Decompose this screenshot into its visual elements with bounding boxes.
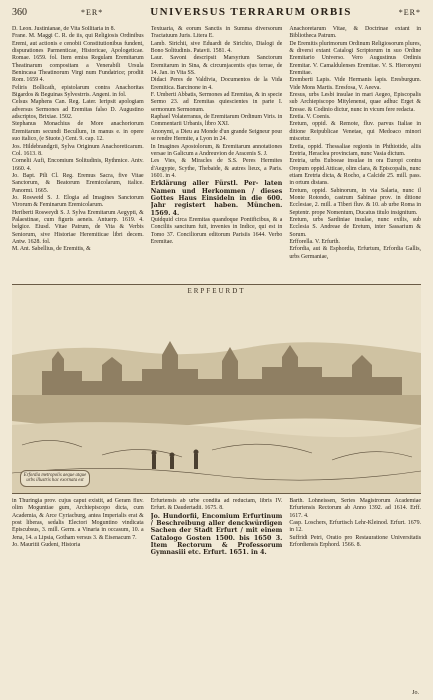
engraving-title: ERPFEURDT [187,287,246,295]
entry: Eretia. V. Coenis. [289,114,331,121]
column-1 [12,498,144,668]
entry: Raphael Volaterranus, de Eremitarum Ordinum Viris. in Commentarii Urbanis, libro XXI. [150,114,283,128]
header-er-left: *ER* [81,8,104,17]
column-3 [289,498,421,668]
engraving-cartouche: Erfordia metropolis aeque atque urbs illustris hac exornata est [20,470,90,487]
entry: Eretria, urbs Euboeae insulae in ora Europi contra Oropum oppid.Atticae, olim clara, & Episcopalis, nunc etiam Eretria dicta, & Rocho, a Calcide 25. mill. pass. in ortum distans. [289,158,422,187]
entry: Eretum, oppid. Sabinorum, in via Salaria, nunc il Monte Rotondo, castrum Sabinae prov. in ditione Ecclesiae, 2. mill. a Tiberi fluv. & 10. ab urbe Roma in Septentr. prope Nomentum, Ducatus titulo insignitum. [289,187,422,216]
entry: Jo. Mauritii Gudeni, Historia [12,542,81,549]
entry: Eresus, urbs Lesbi insulae in mari Aegeo, Episcopalis sub Archiepiscopo Mitylenensi, quae adhuc Erget & Eresse. & Codinio dictur, nunc in vicum fere redacta. [289,92,422,113]
upper-text-columns [12,26,421,280]
entry: Feliris Bollicath, epistolarum contra Anachoritas Bigardos & Beguinas Sylvestrris. Angeni. in fol. [12,84,144,99]
header-er-right: *ER* [398,8,421,17]
entry: D. Leon. Justinianae, de Vita Sollitaria in 8. [12,26,116,32]
entry: Eretia, oppid. Thessaliae regionis in Phthiotide, aliis Eretria, Heraclea provinciam, nunc Vasia dictum. [289,143,422,157]
entry: Suffridi Petri, Oratio pro Restauratione Universitatis Erfordiensis Erphord. 1566. 8. [289,534,422,549]
entry: De Eremitis plurimorum Ordinum Religiosorum plures, & diversi extant Catalogi Scriptorum in suo Ordine Eremitario Universo. Vero Augustinus Ordinis Eremitar. V. Camaldulenses Eremitae. V. S. Hieronymi Eremitae. [289,40,422,77]
entry: Heriberti Rosweydi S. J. Sylva Eremitarum Aegypti, & Palaestinae, cum figuris aeneis. Antuerp. 1619. 4. belgice. Eiusd. Vitae Patrum, de Vita & Verbis Seniorum, sive Historiae Heremiticae libri decem. Antw. 1628. fol. [12,209,144,245]
entry: Eremberti Lapis. Vide Hermanis lapis. Eresburgum. Vide Mons Martis. Eresfosa, V. Aeeva. [289,77,422,91]
entry: Erfordia, aut & Esphordia, Erfurtum, Erfordia Gallis, urbs Germaniae, [289,246,422,260]
german-blackletter-entry: Erklärung aller Fürstl. Per- laten Namen und Herkommen / dieses Gottes Haus Einsideln in die 600. Jahr registert haben. München. 1569. 4. [150,180,283,217]
entry: M. Ant. Sabellius, de Eremitis, & [12,246,91,253]
entry: Frane. M. Maggi C. R. de iis, qui Religiosis Ordinibus Eremi, aut actionis e cenobii Constitutionibus fundent, dispurationes Parmenticae, Historicae, Apologeticae. Romae. 1659. fol. Item emiss Regulam Eremitarum Theatinarum compositam a Venerabili Ursula Benincasa Theatinorum Virgi num Fundatrice; prodiit Rom. 1659 4. [12,33,144,84]
german-blackletter-entry: Jo. Hundorfii, Encomium Erfurtinum / Beschreibung aller denckwürdigen Sachen der Stadt Erfurt / mit einem Catalogo Gosten 1500. bis 1650 3. Item Rectorum & Professorum Gymnasiii etc. Erfurt. 1651. in 4. [150,512,283,557]
entry: Textuaria, & eorum Sanctis in Summa diversorum Tractatuum Juris. Litera E. [150,26,283,40]
entry: Didaci Peres de Valdivia, Documentos de la Vida Eremitica. Barcinone in 4. [150,77,283,91]
entry: Stephanus Monachius de More anachoriorum Eremitarum secundi Becullum, in manus e. in opere suo italico, (e Stuote.) Cent. 9. cap. 12. [12,121,144,143]
column-1 [12,26,144,280]
city-view-engraving [12,284,421,494]
entry: Erfforella. V. Erfurth. [289,238,340,245]
column-3 [289,26,421,280]
entry: In Imagines Apostolorum, & Eremitarum annotationes versae in Galicum a Andreuvion de Aracenis S. J. [150,143,283,157]
entry: Les Vies, & Miracles de S.S. Peres Hermites d'Aegypte, Scythe, Thebaide, & autres lieux, a Paris. 1601. in 4. [150,158,283,179]
entry: Casp. Loschers, Erfurtisch Lehr-Kleinod. Erfurt. 1679. in 12. [289,520,422,534]
entry: Erfurtensis ab urbe condita ad reductam, libris IV. Erfurt. & Daudertadii. 1675. 8. [150,498,283,512]
entry: Jos. Hildebrandgrii, Sylva Originum Anachoreticarum. Col. 1613. 8. [12,143,144,157]
page-header [12,6,421,24]
entry: Cornelii Aufi, Encomium Solitudinis, Rythmice. Antv. 1660. 4. [12,158,144,172]
page-number: 360 [12,7,27,18]
entry: Jo. Rosweid S. J. Elogia ad Imagines Sanctorum Virorum & Feminarum Eremicolarum. [12,194,144,209]
entry: Anachoretarum Vitae, & Doctrinae extant in Bibliotheca Patrum. [289,26,422,40]
entry: Quidquid circa Eremitas quandoque Pontificibus, & a Conciliis sancitum fuit, invenies in Indice, qui est in Tomo 37. Conciliorum editorum Parisiis 1644. Verbo Eremitae. [150,216,283,245]
entry: Laur. Savoni descripsit Marsyrium Sanctorum Eremitarum in Sina, & circumjacentis ejus terrae, de 14. Jan. in Vita SS. [150,55,283,77]
lower-text-columns [12,498,421,668]
entry: in Thuringia prov. cujus caput existit, ad Geram fluv. olim Moguntiae gum, Archiepiscopo dicta, cum Academia, & Arce Cyriacburg, antea Imperialis erat & post liberas, sedalis Electori Moguntino vindicata Episcubsus, 3. mill. Germ. a Vinaria in occasum, 10. a Jena, 14. a Lipsia, Gotham versus 3. & Eisenacum 7. [12,498,144,541]
column-2 [151,26,283,280]
entry: Barth. Lohneissen, Series Magistrorum Academiae Erfurtensis Rectorum ab Anno 1392. ad 1614. Erff. 1617. 4. [289,498,422,519]
entry: F. Umberti Abbatis, Sermones ad Eremitas, & in specie Sermo 23. ad Eremitas quiescientes in parte I. sermonum Sermonum. [150,92,283,113]
running-title: UNIVERSUS TERRARUM ORBIS [150,6,352,18]
engraving-illustration [12,285,421,493]
entry: Lamb. Sirichii, sive Eduardi de Sirichio, Dialogi de Bono Solitudinis. Patavii. 1581. 4. [150,40,283,55]
entry: Eretum, oppid. & Remote, fluv. parvus Italiae in ditione Reipublicae Venetae, qui Medoaco minori miscetur. [289,121,422,143]
entry: Eretum, urbs Sardiniae insulae, nunc exilis, sub Ecclesia S. Andreae de Eretum, inter Sassarium & Sorum. [289,216,422,238]
catchword: Jo. [412,690,419,696]
entry: Jo. Bapt. Pili Cl. Reg. Eremus Sacra, five Vitae Sanctorum, & Beatorum Eremicolarum, italice. Panormi. 1665. [12,172,144,194]
column-2 [151,498,283,668]
entry: Celsus Maphens Can. Reg. Later. Ieripsit apologiam adversus Sermones ad Eremitas falso D. Augustino adscriptos, Brixiae. 1502. [12,99,144,121]
entry: Anonymi, a Dieu au Monde d'un grande Seigneur pour se rendre Hermite, a Lyon in 24. [150,128,283,143]
